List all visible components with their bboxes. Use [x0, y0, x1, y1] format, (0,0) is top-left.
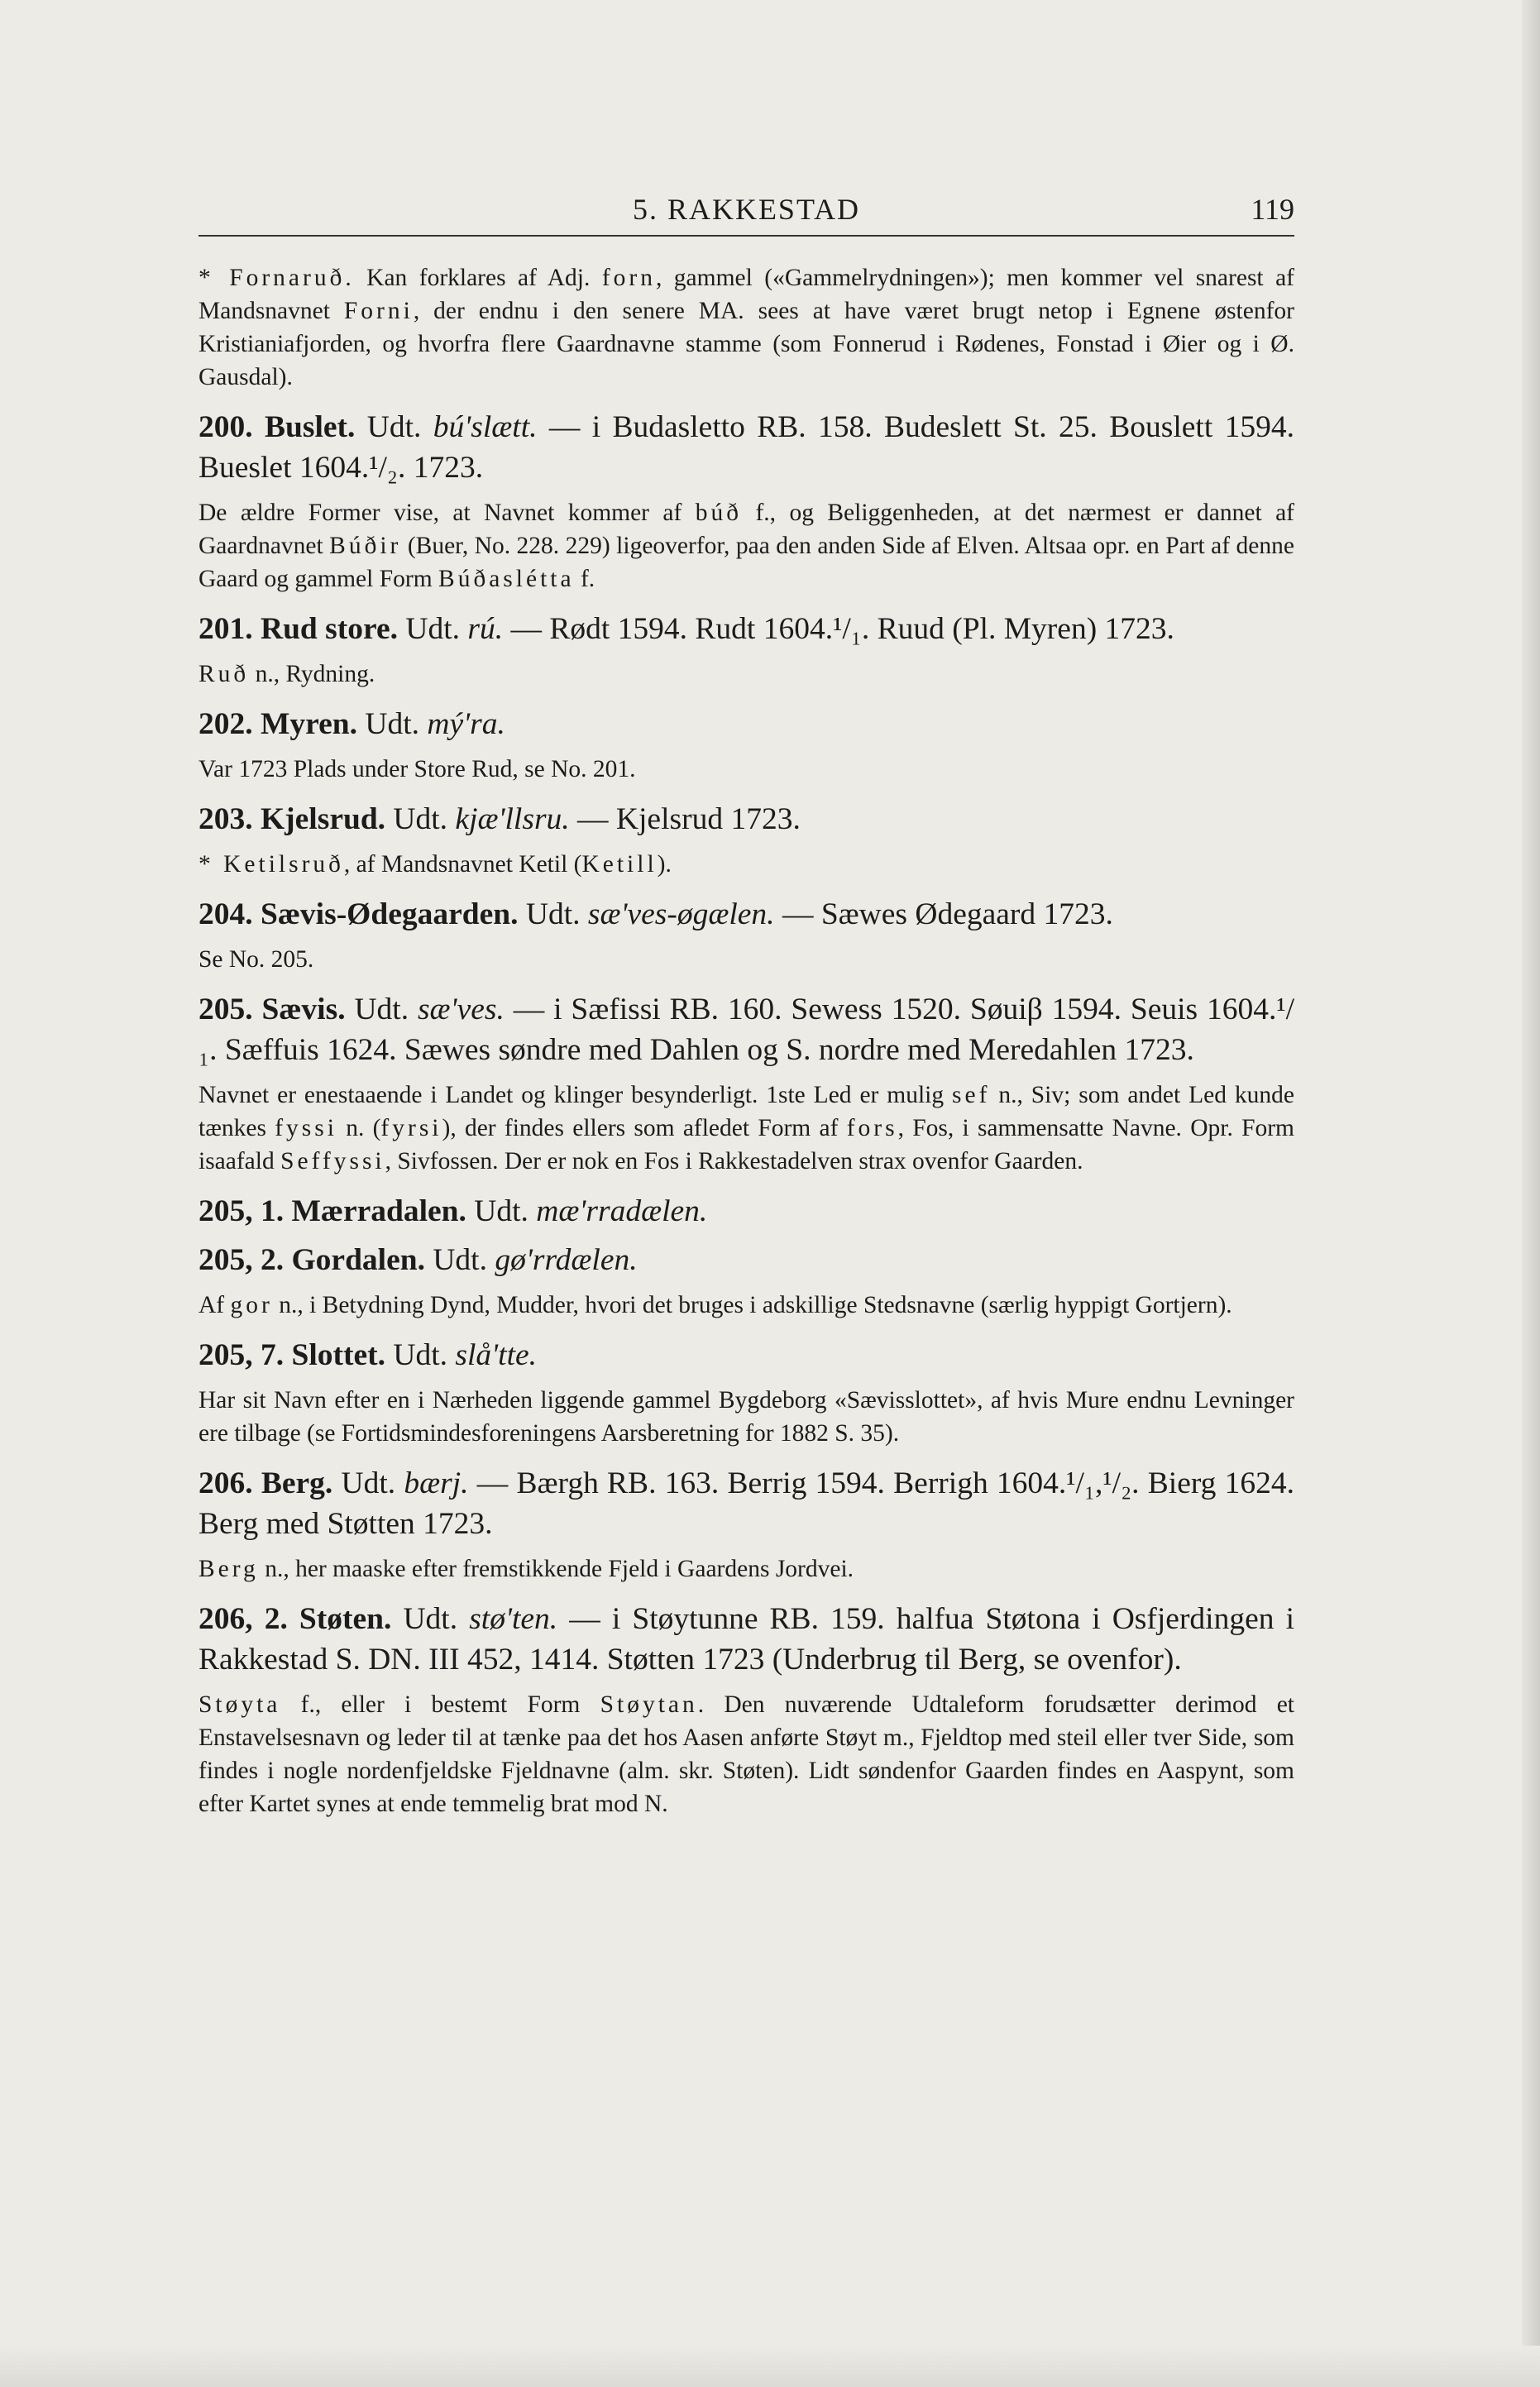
text: n., i Betydning Dynd, Mudder, hvori det bruges i adskillige Stedsnavne (særlig hyppigt Gortjern).: [272, 1292, 1232, 1318]
text: Udt.: [518, 897, 588, 931]
text: , af Mandsnavnet Ketil (: [343, 851, 582, 878]
pronunciation: sæ'ves.: [417, 993, 505, 1026]
pronunciation: bærj.: [404, 1466, 469, 1500]
text: Af: [198, 1292, 231, 1318]
pronunciation: bú'slætt.: [433, 410, 538, 444]
name-form: fyrsi: [380, 1115, 442, 1141]
text: f., og Beliggenheden, at det nærmest er dannet af Gaardnavnet: [198, 500, 1294, 559]
entry-203-note: [198, 848, 1294, 881]
text: Udt.: [345, 993, 418, 1026]
text: — Rødt 1594. Rudt 1604.¹/₁. Ruud (Pl. Myren) 1723.: [503, 612, 1174, 646]
entry-heading: 200. Buslet.: [198, 410, 356, 444]
entry-204-note: Se No. 205.: [198, 946, 314, 973]
entry-heading: 205, 7. Slottet.: [198, 1338, 386, 1372]
entry-heading: 206. Berg.: [198, 1466, 333, 1500]
pronunciation: gø'rrdælen.: [495, 1243, 638, 1277]
entry-202-note: Var 1723 Plads under Store Rud, se No. 201.: [198, 756, 636, 782]
text: Udt.: [385, 802, 456, 836]
pronunciation: mæ'rradælen.: [536, 1194, 708, 1228]
text: Udt.: [398, 612, 468, 646]
pronunciation: kjæ'llsru.: [455, 802, 570, 836]
entry-heading: 203. Kjelsrud.: [198, 802, 386, 836]
entry-205-7-note: Har sit Navn efter en i Nærheden liggende gammel Bygdeborg «Sævisslottet», af hvis Mure endnu Levninger ere tilbage (se Fortidsmindesforeningens Aarsberetning for 1882 S. 35).: [198, 1387, 1294, 1447]
entry-heading: 205. Sævis.: [198, 993, 346, 1026]
name-form: Støyta: [198, 1691, 281, 1718]
name-form: fors: [846, 1115, 898, 1141]
entry-200: [198, 407, 1294, 488]
text: Udt.: [424, 1243, 495, 1277]
name-form: Seffyssi: [280, 1148, 385, 1174]
text: De ældre Former vise, at Navnet kommer af: [198, 500, 696, 526]
name-form: Berg: [198, 1556, 259, 1582]
text: n. (: [337, 1115, 381, 1141]
text: Udt.: [466, 1194, 537, 1228]
name-form: Støytan: [600, 1691, 698, 1718]
text: Udt.: [355, 410, 433, 444]
entry-heading: 206, 2. Støten.: [198, 1602, 392, 1636]
text: Udt.: [332, 1466, 404, 1500]
entry-205-2: [198, 1240, 1294, 1280]
name-form: Ruð: [198, 661, 250, 687]
entry-heading: 202. Myren.: [198, 707, 357, 741]
text: , Sivfossen. Der er nok en Fos i Rakkestadelven strax ovenfor Gaarden.: [385, 1148, 1083, 1174]
entry-206-note: [198, 1552, 1294, 1586]
entry-206: [198, 1463, 1294, 1544]
running-head: [198, 174, 1294, 232]
text: — Kjelsrud 1723.: [569, 802, 801, 836]
page-bottom-shadow: [0, 2346, 1540, 2387]
text: Udt.: [391, 1602, 470, 1636]
entry-heading: 205, 2. Gordalen.: [198, 1243, 425, 1277]
header-rule: [198, 235, 1294, 237]
pronunciation: mý'ra.: [427, 707, 505, 741]
pronunciation: stø'ten.: [469, 1602, 558, 1636]
name-form: gor: [230, 1292, 273, 1318]
page-edge-shadow: [1522, 0, 1540, 2387]
pronunciation: slå'tte.: [455, 1338, 538, 1372]
entry-heading: 201. Rud store.: [198, 612, 398, 646]
name-form: Búðir: [329, 533, 402, 559]
text: Navnet er enestaaende i Landet og klinger besynderligt. 1ste Led er mulig: [198, 1082, 953, 1108]
text: f., eller i bestemt Form: [280, 1691, 600, 1718]
text: n., Siv; som andet Led kunde tænkes: [198, 1082, 1294, 1141]
text: n., Rydning.: [249, 661, 375, 687]
entry-206-2-note: [198, 1688, 1294, 1820]
entry-201: [198, 609, 1294, 649]
entry-201-note: [198, 658, 1294, 691]
name-form: fyssi: [275, 1115, 337, 1141]
entry-204: [198, 894, 1294, 935]
name-form: forn: [601, 265, 656, 291]
pronunciation: sæ'ves-øgælen.: [587, 897, 775, 931]
name-form: Ketill: [581, 851, 658, 878]
text: , gammel («Gammelrydningen»); men kommer vel snarest af Mandsnavnet: [198, 265, 1294, 324]
entry-205-1: [198, 1191, 1294, 1232]
text: ), der findes ellers som afledet Form af: [442, 1115, 847, 1141]
entry-205-2-note: [198, 1289, 1294, 1322]
text: Kan forklares af Adj.: [354, 265, 602, 291]
text: , Fos, i sammensatte Navne. Opr. Form isaafald: [198, 1115, 1295, 1174]
entry-205: [198, 989, 1294, 1070]
entry-200-note: [198, 496, 1294, 596]
text: (Buer, No. 228. 229) ligeoverfor, paa den anden Side af Elven. Altsaa opr. en Part af denne Gaard og gammel Form: [198, 533, 1294, 592]
name-form: Forni: [343, 298, 414, 324]
name-form: * Fornaruð.: [198, 265, 355, 291]
entry-206-2: [198, 1599, 1294, 1680]
text: — i Støytunne RB. 159. halfua Støtona i Osfjerdingen i Rakkestad S. DN. III 452, 1414. Støtten 1723 (Underbrug til Berg, se ovenfor).: [198, 1602, 1294, 1677]
name-form: búð: [695, 500, 743, 526]
entry-203: [198, 799, 1294, 840]
text: f.: [574, 566, 595, 592]
name-form: Búðaslétta: [438, 566, 575, 592]
text: ).: [657, 851, 672, 878]
text-column: [198, 174, 1294, 1834]
text: — i Sæfissi RB. 160. Sewess 1520. Søuiβ 1594. Seuis 1604.¹/₁. Sæffuis 1624. Sæwes søndre med Dahlen og S. nordre med Meredahlen 1723.: [198, 993, 1295, 1067]
entry-heading: 205, 1. Mærradalen.: [198, 1194, 466, 1228]
chapter-title: 5. RAKKESTAD: [632, 193, 861, 226]
entry-heading: 204. Sævis-Ødegaarden.: [198, 897, 519, 931]
entry-205-note: [198, 1079, 1294, 1178]
text: , der endnu i den senere MA. sees at have været brugt netop i Egnene østenfor Kristianiafjorden, og hvorfra flere Gaardnavne stamme (som Fonnerud i Rødenes, Fonstad i Øier og i Ø. Gausdal).: [198, 298, 1294, 390]
name-form: sef: [952, 1082, 991, 1108]
text: — Bærgh RB. 163. Berrig 1594. Berrigh 1604.¹/₁,¹/₂. Bierg 1624. Berg med Støtten 1723.: [198, 1466, 1294, 1541]
pronunciation: rú.: [467, 612, 504, 646]
text: Udt.: [385, 1338, 456, 1372]
text: . Den nuværende Udtaleform forudsætter derimod et Enstavelsesnavn og leder til at tænke paa det hos Aasen anførte Støyt m., Fjeldtop med steil eller tver Side, som findes i nogle nordenfjeldske Fjeldnavne (alm. skr. Støten). Lidt søndenfor Gaarden findes en Aaspynt, som efter Kartet synes at ende temmelig brat mod N.: [198, 1691, 1294, 1817]
name-form: * Ketilsruð: [198, 851, 344, 878]
text: — i Budasletto RB. 158. Budeslett St. 25. Bouslett 1594. Bueslet 1604.¹/₂. 1723.: [198, 410, 1295, 485]
page-number: 119: [1251, 193, 1294, 226]
fornarud-note: [198, 261, 1294, 394]
text: n., her maaske efter fremstikkende Fjeld i Gaardens Jordvei.: [258, 1556, 854, 1582]
text: Udt.: [357, 707, 428, 741]
entry-205-7: [198, 1335, 1294, 1375]
entry-202: [198, 704, 1294, 744]
text: — Sæwes Ødegaard 1723.: [774, 897, 1113, 931]
